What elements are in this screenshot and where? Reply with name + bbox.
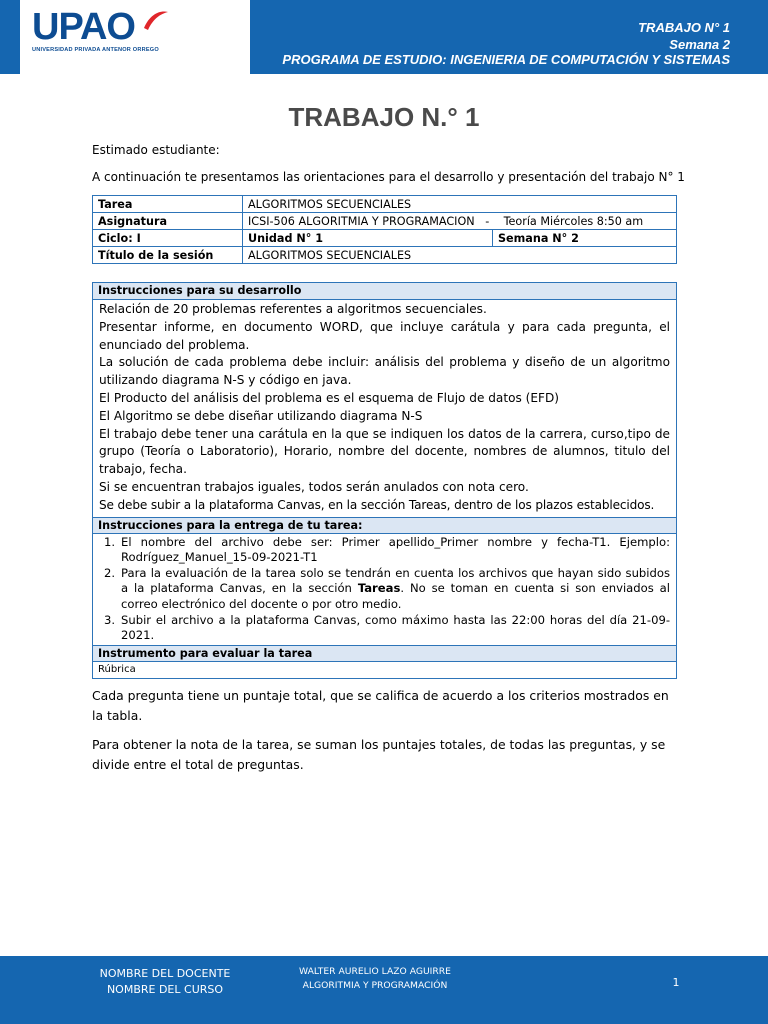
logo-text: UPAO — [32, 6, 135, 48]
footer-band — [0, 956, 768, 1024]
tarea-value: ALGORITMOS SECUENCIALES — [243, 196, 677, 213]
list-item-text — [121, 566, 670, 613]
header-work-number: TRABAJO N° 1 — [638, 20, 730, 35]
footer-course-label: NOMBRE DEL CURSO — [106, 983, 224, 996]
footer-teacher-label: NOMBRE DEL DOCENTE — [99, 967, 231, 980]
delivery-heading: Instrucciones para la entrega de tu tarea: — [93, 517, 676, 534]
scoring-paragraph: Cada pregunta tiene un puntaje total, que se califica de acuerdo a los criterios mostrados en la tabla. — [92, 688, 669, 723]
development-paragraph: Si se encuentran trabajos iguales, todos serán anulados con nota cero. — [99, 479, 529, 494]
development-heading: Instrucciones para su desarrollo — [93, 283, 676, 300]
list-item-number: 1. — [103, 534, 115, 549]
delivery-list — [93, 534, 676, 645]
development-paragraph: Relación de 20 problemas referentes a algoritmos secuenciales. — [99, 302, 487, 316]
table-row — [93, 247, 677, 264]
semana-label: Semana N° 2 — [493, 230, 677, 247]
table-row — [93, 230, 677, 247]
unidad-label: Unidad N° 1 — [243, 230, 493, 247]
development-paragraph: El Producto del análisis del problema es el esquema de Flujo de datos (EFD) — [99, 390, 559, 405]
greeting: Estimado estudiante: — [92, 143, 220, 157]
table-row — [93, 213, 677, 230]
footer-course-name: ALGORITMIA Y PROGRAMACIÓN — [302, 980, 448, 991]
page-title: TRABAJO N.° 1 — [288, 102, 480, 132]
header-week: Semana 2 — [669, 37, 730, 52]
list-item — [99, 613, 670, 644]
titulo-label: Título de la sesión — [93, 247, 243, 264]
logo-subtext: UNIVERSIDAD PRIVADA ANTENOR ORREGO — [32, 47, 159, 53]
header-program: PROGRAMA DE ESTUDIO: INGENIERIA DE COMPUTACIÓN Y SISTEMAS — [282, 52, 730, 67]
list-item-text-bold: Tareas — [357, 581, 401, 596]
list-item-text-part: . No se toman en cuenta si son enviados al correo electrónico del docente o por otro medio. — [121, 581, 670, 611]
footer-teacher-name: WALTER AURELIO LAZO AGUIRRE — [299, 966, 451, 977]
list-item-text: El nombre del archivo debe ser: Primer apellido_Primer nombre y fecha-T1. Ejemplo: Rodríguez_Manuel_15-09-2021-T1 — [121, 534, 670, 565]
table-row — [93, 196, 677, 213]
grade-paragraph: Para obtener la nota de la tarea, se suman los puntajes totales, de todas las preguntas, y se divide entre el total de preguntas. — [92, 737, 666, 772]
list-item-number: 3. — [103, 612, 115, 627]
list-item-number: 2. — [103, 565, 115, 580]
info-table — [92, 195, 677, 264]
instrument-value: Rúbrica — [98, 663, 136, 675]
instrument-heading: Instrumento para evaluar la tarea — [93, 645, 676, 662]
intro-text: A continuación te presentamos las orientaciones para el desarrollo y presentación del trabajo N° 1 — [92, 170, 685, 184]
list-item-text-part: Para la evaluación de la tarea solo se tendrán en cuenta los archivos que hayan sido subidos a la plataforma Canvas, en la sección — [121, 565, 670, 596]
logo-swoosh-icon — [142, 8, 170, 32]
asignatura-label: Asignatura — [93, 213, 243, 230]
list-item — [99, 566, 670, 613]
page-number: 1 — [672, 976, 680, 989]
instructions-table — [92, 282, 677, 679]
list-item — [99, 535, 670, 566]
titulo-value: ALGORITMOS SECUENCIALES — [243, 247, 677, 264]
development-paragraph: La solución de cada problema debe incluir: análisis del problema y diseño de un algoritmo utilizando diagrama N-S y código en java. — [99, 355, 670, 388]
ciclo-label: Ciclo: I — [93, 230, 243, 247]
tarea-label: Tarea — [93, 196, 243, 213]
development-paragraph: Presentar informe, en documento WORD, que incluye carátula y para cada pregunta, el enunciado del problema. — [99, 319, 670, 352]
list-item-text: Subir el archivo a la plataforma Canvas, como máximo hasta las 22:00 horas del día 21-09-2021. — [121, 612, 670, 643]
development-body — [93, 300, 676, 517]
development-paragraph: El Algoritmo se debe diseñar utilizando diagrama N-S — [99, 408, 423, 423]
header-band — [0, 0, 768, 74]
asignatura-value: ICSI-506 ALGORITMIA Y PROGRAMACION - Teoría Miércoles 8:50 am — [243, 213, 677, 230]
development-paragraph: El trabajo debe tener una carátula en la que se indiquen los datos de la carrera, curso,tipo de grupo (Teoría o Laboratorio), Horario, nombre del docente, nombres de alumnos, titulo del trabajo, fecha. — [99, 426, 670, 477]
development-paragraph: Se debe subir a la plataforma Canvas, en la sección Tareas, dentro de los plazos establecidos. — [99, 497, 655, 512]
